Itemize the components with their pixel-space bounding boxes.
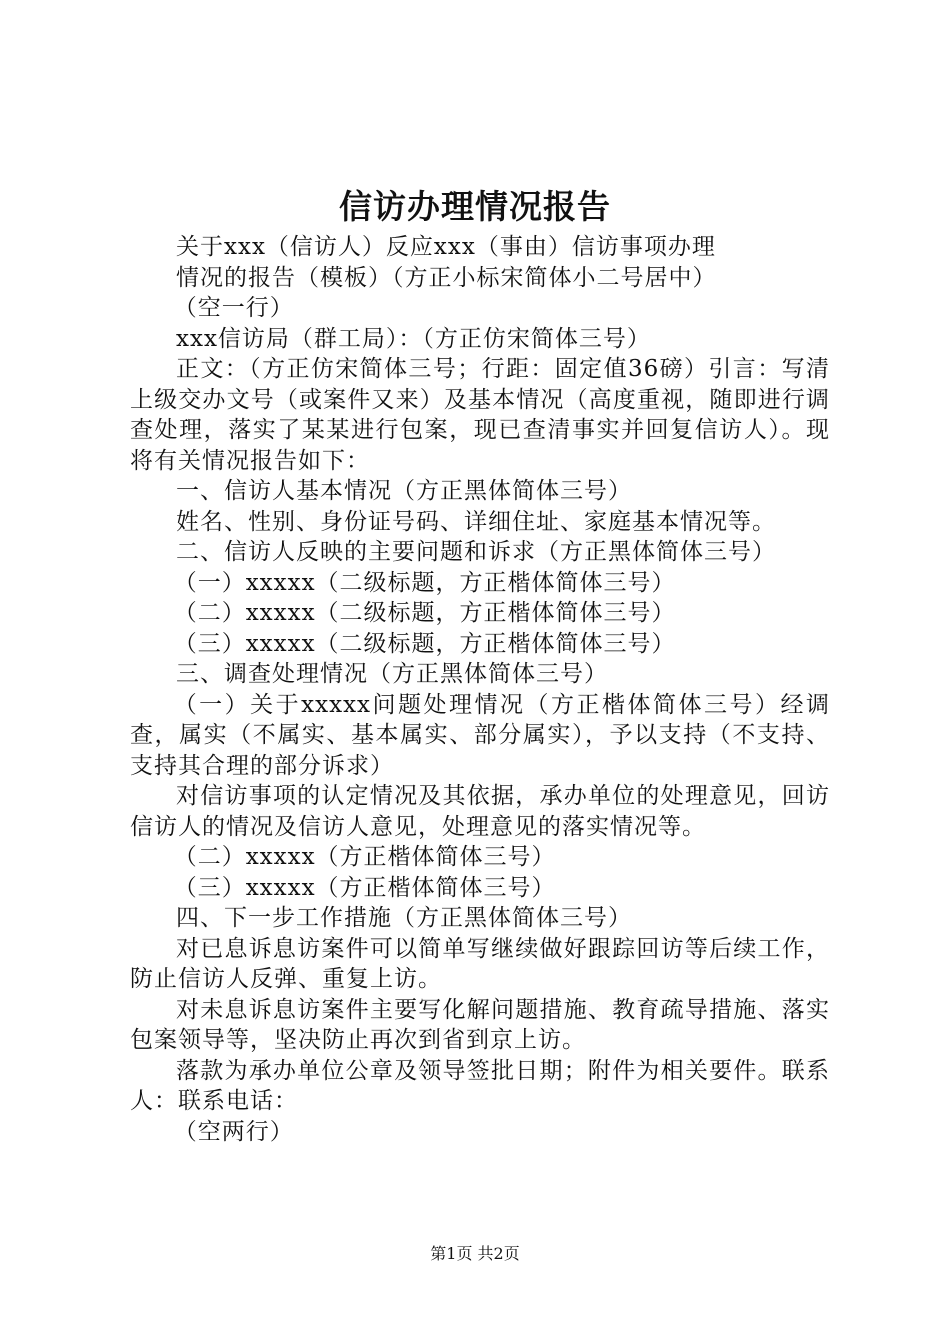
- paragraph: 情况的报告（模板）（方正小标宋简体小二号居中）: [176, 264, 717, 291]
- section-heading: 一、信访人基本情况（方正黑体简体三号）: [176, 478, 632, 504]
- paragraph: 关于xxx（信访人）反应xxx（事由）信访事项办理: [176, 234, 716, 260]
- page-footer: 第1页 共2页: [430, 1244, 520, 1263]
- paragraph: （空一行）: [173, 295, 294, 321]
- paragraph: 对已息诉息访案件可以简单写继续做好跟踪回访等后续工作，防止信访人反弹、重复上访。: [130, 935, 830, 992]
- subsection-heading: （二）xxxxx（方正楷体简体三号）: [173, 844, 556, 870]
- subsection-heading: （二）xxxxx（二级标题，方正楷体简体三号）: [173, 600, 676, 626]
- paragraph: xxx信访局（群工局）：（方正仿宋简体三号）: [176, 325, 651, 352]
- section-heading: 四、下一步工作措施（方正黑体简体三号）: [176, 905, 632, 931]
- subsection-heading: （三）xxxxx（方正楷体简体三号）: [173, 874, 556, 901]
- section-heading: 二、信访人反映的主要问题和诉求（方正黑体简体三号）: [176, 539, 776, 565]
- document-title: 信访办理情况报告: [339, 187, 611, 226]
- paragraph: 对未息诉息访案件主要写化解问题措施、教育疏导措施、落实包案领导等，坚决防止再次到省到京上访。: [130, 996, 830, 1053]
- paragraph: 正文：（方正仿宋简体三号；行距：固定值36磅）引言：写清上级交办文号（或案件又来）及基本情况（高度重视，随即进行调查处理，落实了某某进行包案，现已查清事实并回复信访人）。现将有关情况报告如下：: [130, 356, 830, 474]
- section-heading: 三、调查处理情况（方正黑体简体三号）: [176, 661, 608, 687]
- document-body: [130, 232, 830, 1147]
- paragraph: （空两行）: [173, 1118, 294, 1145]
- paragraph: 对信访事项的认定情况及其依据，承办单位的处理意见，回访信访人的情况及信访人意见，处理意见的落实情况等。: [130, 783, 830, 840]
- subsection-heading: （一）xxxxx（二级标题，方正楷体简体三号）: [173, 569, 676, 596]
- paragraph: 落款为承办单位公章及领导签批日期；附件为相关要件。联系人：联系电话：: [130, 1057, 830, 1114]
- subsection-heading: （三）xxxxx（二级标题，方正楷体简体三号）: [173, 630, 676, 657]
- paragraph: 姓名、性别、身份证号码、详细住址、家庭基本情况等。: [176, 508, 776, 535]
- paragraph: （一）关于xxxxx问题处理情况（方正楷体简体三号）经调查，属实（不属实、基本属实、部分属实），予以支持（不支持、支持其合理的部分诉求）: [130, 691, 830, 779]
